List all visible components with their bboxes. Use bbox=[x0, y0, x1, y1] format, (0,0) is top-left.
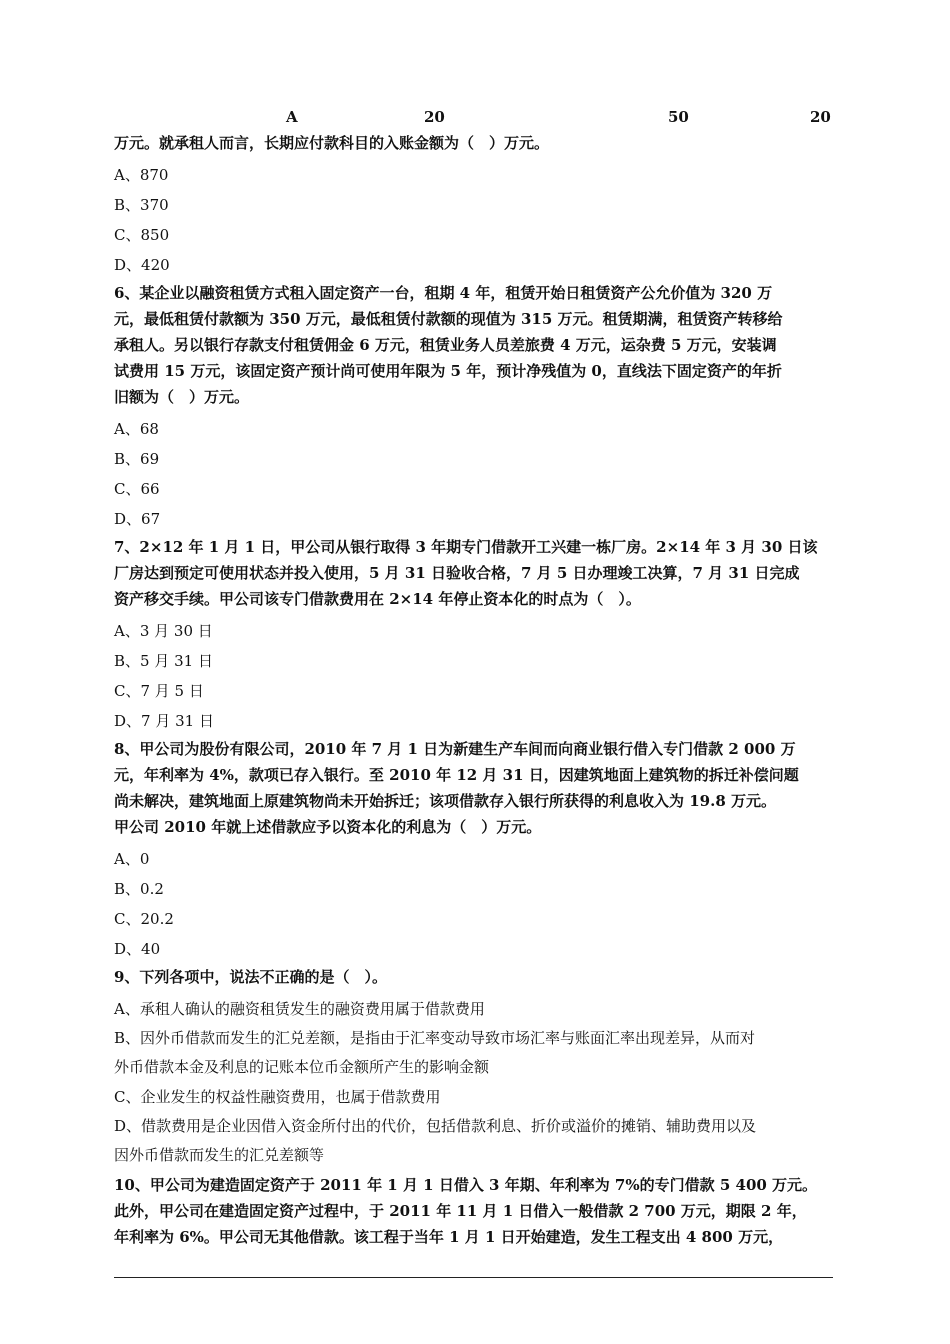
option: D、420 bbox=[114, 256, 170, 274]
option: D、7 月 31 日 bbox=[114, 712, 214, 730]
option-line: 因外币借款而发生的汇兑差额等 bbox=[114, 1146, 325, 1164]
option: D、40 bbox=[114, 940, 161, 958]
stem-line: 承租人。另以银行存款支付租赁佣金 6 万元，租赁业务人员差旅费 4 万元，运杂费 5 万元，安装调 bbox=[114, 336, 777, 354]
stem-line: 8、甲公司为股份有限公司，2010 年 7 月 1 日为新建生产车间而向商业银行借入专门借款 2 000 万 bbox=[114, 740, 796, 758]
option: B、0.2 bbox=[114, 880, 164, 898]
stem-line: 元，年利率为 4%，款项已存入银行。至 2010 年 12 月 31 日，因建筑地面上建筑物的拆迁补偿问题 bbox=[114, 766, 799, 784]
option: A、3 月 30 日 bbox=[114, 622, 213, 640]
footer-rule bbox=[114, 1277, 833, 1278]
spread-token: 50 bbox=[668, 108, 689, 126]
question-6-stem bbox=[114, 280, 834, 410]
document-page bbox=[114, 104, 834, 1250]
option: C、850 bbox=[114, 226, 170, 244]
stem-line: 旧额为（ ）万元。 bbox=[114, 388, 250, 406]
option: A、0 bbox=[114, 850, 150, 868]
option-line: 外币借款本金及利息的记账本位币金额所产生的影响金额 bbox=[114, 1058, 490, 1076]
option: B、69 bbox=[114, 450, 160, 468]
option bbox=[114, 1024, 834, 1082]
stem-line: 7、2×12 年 1 月 1 日，甲公司从银行取得 3 年期专门借款开工兴建一栋厂房。2×14 年 3 月 30 日该 bbox=[114, 538, 818, 556]
option: B、5 月 31 日 bbox=[114, 652, 213, 670]
spread-token: 20 bbox=[810, 108, 831, 126]
question-10-stem bbox=[114, 1172, 834, 1250]
stem-line: 元，最低租赁付款额为 350 万元，最低租赁付款额的现值为 315 万元。租赁期满，租赁资产转移给 bbox=[114, 310, 783, 328]
option: D、67 bbox=[114, 510, 161, 528]
stem-line: 6、某企业以融资租赁方式租入固定资产一台，租期 4 年，租赁开始日租赁资产公允价值为 320 万 bbox=[114, 284, 773, 302]
spread-token: A bbox=[286, 108, 298, 126]
option-line: B、因外币借款而发生的汇兑差额，是指由于汇率变动导致市场汇率与账面汇率出现差异，从而对 bbox=[114, 1029, 756, 1047]
option: C、20.2 bbox=[114, 910, 174, 928]
option bbox=[114, 1112, 834, 1170]
question-8-stem bbox=[114, 736, 834, 840]
option: C、企业发生的权益性融资费用，也属于借款费用 bbox=[114, 1088, 441, 1106]
stem-line: 年利率为 6%。甲公司无其他借款。该工程于当年 1 月 1 日开始建造，发生工程支出 4 800 万元， bbox=[114, 1228, 784, 1246]
stem-line: 10、甲公司为建造固定资产于 2011 年 1 月 1 日借入 3 年期、年利率为 7%的专门借款 5 400 万元。 bbox=[114, 1176, 818, 1194]
spread-token: 20 bbox=[424, 108, 445, 126]
option: C、7 月 5 日 bbox=[114, 682, 204, 700]
stem-line: 甲公司 2010 年就上述借款应予以资本化的利息为（ ）万元。 bbox=[114, 818, 542, 836]
option: A、承租人确认的融资租赁发生的融资费用属于借款费用 bbox=[114, 1000, 485, 1018]
question-5-stem: 万元。就承租人而言，长期应付款科目的入账金额为（ ）万元。 bbox=[114, 134, 550, 152]
stem-line: 厂房达到预定可使用状态并投入使用，5 月 31 日验收合格，7 月 5 日办理竣工决算，7 月 31 日完成 bbox=[114, 564, 800, 582]
stem-line: 试费用 15 万元，该固定资产预计尚可使用年限为 5 年，预计净残值为 0，直线法下固定资产的年折 bbox=[114, 362, 782, 380]
stem-line: 此外，甲公司在建造固定资产过程中，于 2011 年 11 月 1 日借入一般借款 2 700 万元，期限 2 年， bbox=[114, 1202, 807, 1220]
option: A、870 bbox=[114, 166, 169, 184]
option-line: D、借款费用是企业因借入资金所付出的代价，包括借款利息、折价或溢价的摊销、辅助费用以及 bbox=[114, 1117, 757, 1135]
stem-line: 资产移交手续。甲公司该专门借款费用在 2×14 年停止资本化的时点为（ ）。 bbox=[114, 590, 641, 608]
question-7-stem bbox=[114, 534, 834, 612]
option: A、68 bbox=[114, 420, 159, 438]
option: C、66 bbox=[114, 480, 160, 498]
stem-line: 尚未解决，建筑地面上原建筑物尚未开始拆迁；该项借款存入银行所获得的利息收入为 19.8 万元。 bbox=[114, 792, 776, 810]
question-5-spread-line bbox=[114, 104, 834, 130]
option: B、370 bbox=[114, 196, 169, 214]
question-9-stem: 9、下列各项中，说法不正确的是（ ）。 bbox=[114, 968, 387, 986]
